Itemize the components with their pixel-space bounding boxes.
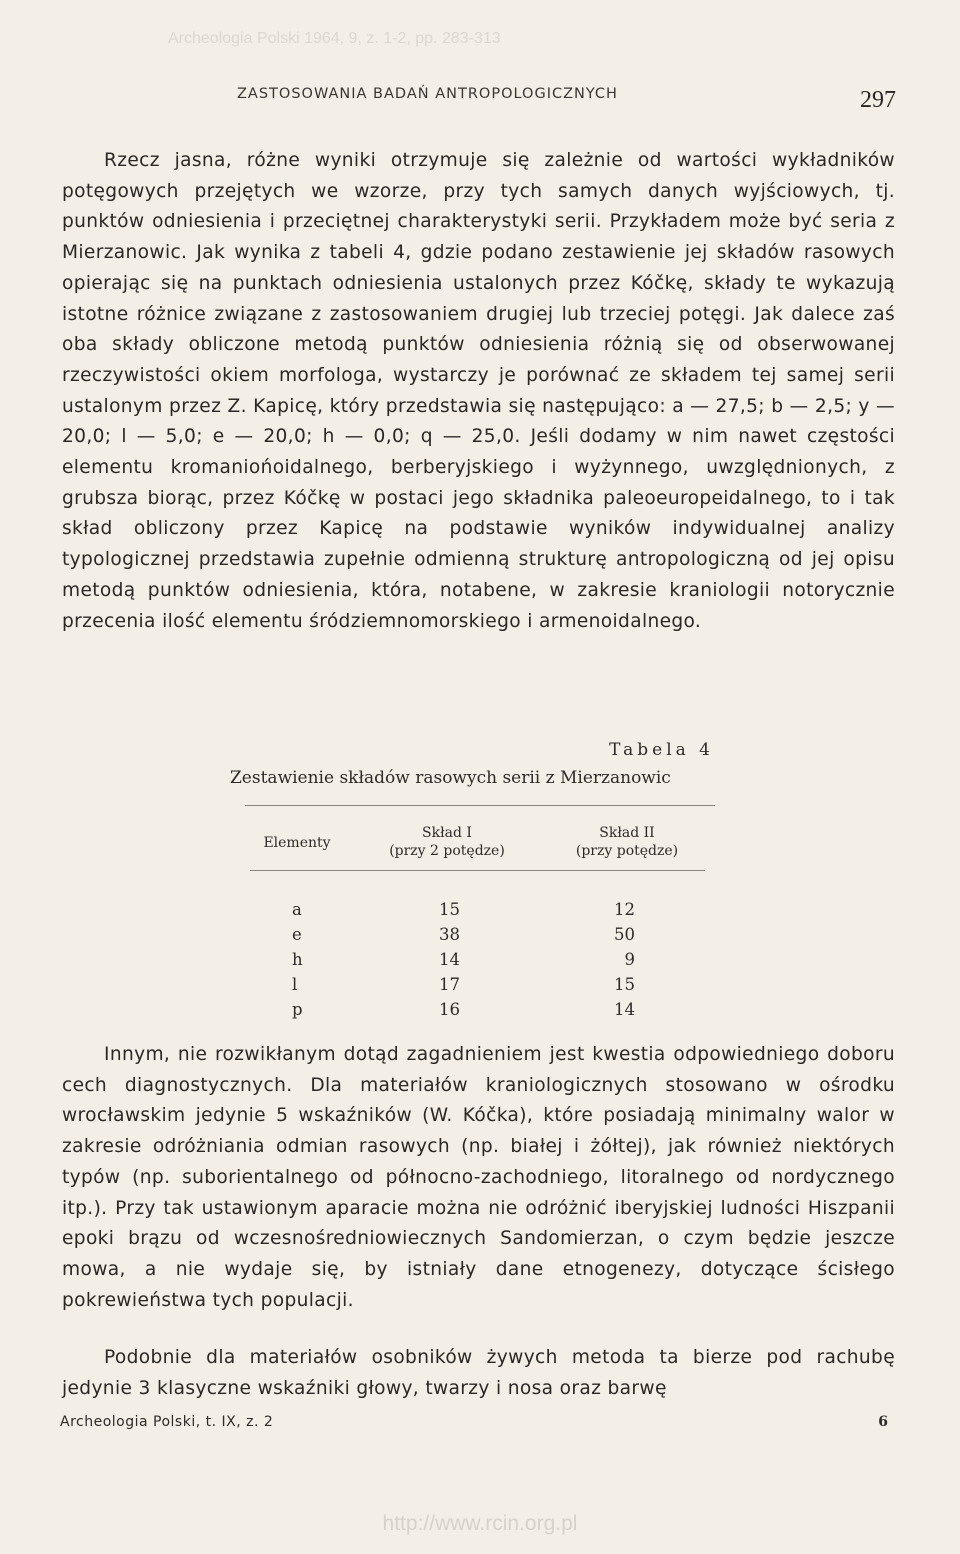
table-header-sklad-1: [372, 824, 522, 860]
table-header-rule: [250, 870, 705, 871]
page-number: 297: [860, 87, 896, 113]
table-cell-sklad-1: 16: [439, 1000, 460, 1019]
table-caption: Zestawienie składów rasowych serii z Mierzanowic: [230, 768, 671, 788]
paragraph-2: Innym, nie rozwikłanym dotąd zagadnieniem jest kwestia odpowiedniego doboru cech diagnostycznych. Dla materiałów kraniologicznych stosowano w ośrodku wrocławskim jedynie 5 wskaźników (W. Kóčka), które posiadają minimalny walor w zakresie odróżniania odmian rasowych (np. białej i żółtej), jak również niektórych typów (np. suborientalnego od północno-zachodniego, litoralnego od nordycznego itp.). Przy tak ustawionym aparacie można nie odróżnić iberyjskiej ludności Hiszpanii epoki brązu od wczesnośredniowiecznych Sandomierzan, o czym będzie jeszcze mowa, a nie wydaje się, by istniały dane etnogenezy, dotyczące ścisłego pokrewieństwa tych populacji.: [62, 1044, 895, 1311]
table-cell-sklad-2: 50: [614, 925, 635, 944]
table-cell-sklad-2: 14: [614, 1000, 635, 1019]
table-header-sklad-1-note: (przy 2 potędze): [389, 843, 505, 859]
table-cell-sklad-2: 9: [624, 950, 635, 969]
running-head: ZASTOSOWANIA BADAŃ ANTROPOLOGICZNYCH: [237, 86, 618, 102]
table-label: Tabela 4: [609, 740, 714, 760]
table-header-sklad-2-note: (przy potędze): [575, 843, 679, 859]
table-top-rule: [245, 805, 715, 806]
table-cell-element: e: [292, 925, 302, 944]
watermark-url: http://www.rcin.org.pl: [382, 1512, 578, 1535]
table-cell-element: l: [292, 975, 298, 994]
table-cell-sklad-1: 15: [439, 900, 460, 919]
footer-journal: Archeologia Polski, t. IX, z. 2: [60, 1414, 274, 1430]
table-cell-sklad-2: 15: [614, 975, 635, 994]
table-header-sklad-2: [552, 824, 702, 860]
table-cell-sklad-1: 14: [439, 950, 460, 969]
footer-signature: 6: [878, 1414, 888, 1430]
table-cell-element: h: [292, 950, 303, 969]
table-header-sklad-2-title: Skład II: [599, 825, 655, 841]
table-cell-sklad-2: 12: [614, 900, 635, 919]
paragraph-3: Podobnie dla materiałów osobników żywych metoda ta bierze pod rachubę jedynie 3 klasyczne wskaźniki głowy, twarzy i nosa oraz barwę: [62, 1347, 895, 1399]
table-header-elements: Elementy: [263, 835, 331, 851]
table-cell-element: p: [292, 1000, 303, 1019]
paragraph-1: Rzecz jasna, różne wyniki otrzymuje się zależnie od wartości wykładników potęgowych przejętych we wzorze, przy tych samych danych wyjściowych, tj. punktów odniesienia i przeciętnej charakterystyki serii. Przykładem może być seria z Mierzanowic. Jak wynika z tabeli 4, gdzie podano zestawienie jej składów rasowych opierając się na punktach odniesienia ustalonych przez Kóčkę, składy te wykazują istotne różnice związane z zastosowaniem drugiej lub trzeciej potęgi. Jak dalece zaś oba składy obliczone metodą punktów odniesienia różnią się od obserwowanej rzeczywistości okiem morfologa, wystarczy je porównać ze składem tej samej serii ustalonym przez Z. Kapicę, który przedstawia się następująco: a — 27,5; b — 2,5; y — 20,0; l — 5,0; e — 20,0; h — 0,0; q — 25,0. Jeśli dodamy w nim nawet częstości elementu kromaniońoidalnego, berberyjskiego i wyżynnego, uwzględnionych, z grubsza biorąc, przez Kóčkę w postaci jego składnika paleoeuropeidalnego, to i tak skład obliczony przez Kapicę na podstawie wyników indywidualnej analizy typologicznej przedstawia zupełnie odmienną strukturę antropologiczną od jej opisu metodą punktów odniesienia, która, notabene, w zakresie kraniologii notorycznie przecenia ilość elementu śródziemnomorskiego i armenoidalnego.: [62, 150, 895, 632]
table-cell-element: a: [292, 900, 302, 919]
table-header-sklad-1-title: Skład I: [422, 825, 472, 841]
watermark-citation: Archeologia Polski 1964, 9, z. 1-2, pp. 283-313: [168, 30, 501, 47]
table-cell-sklad-1: 17: [439, 975, 460, 994]
table-cell-sklad-1: 38: [439, 925, 460, 944]
